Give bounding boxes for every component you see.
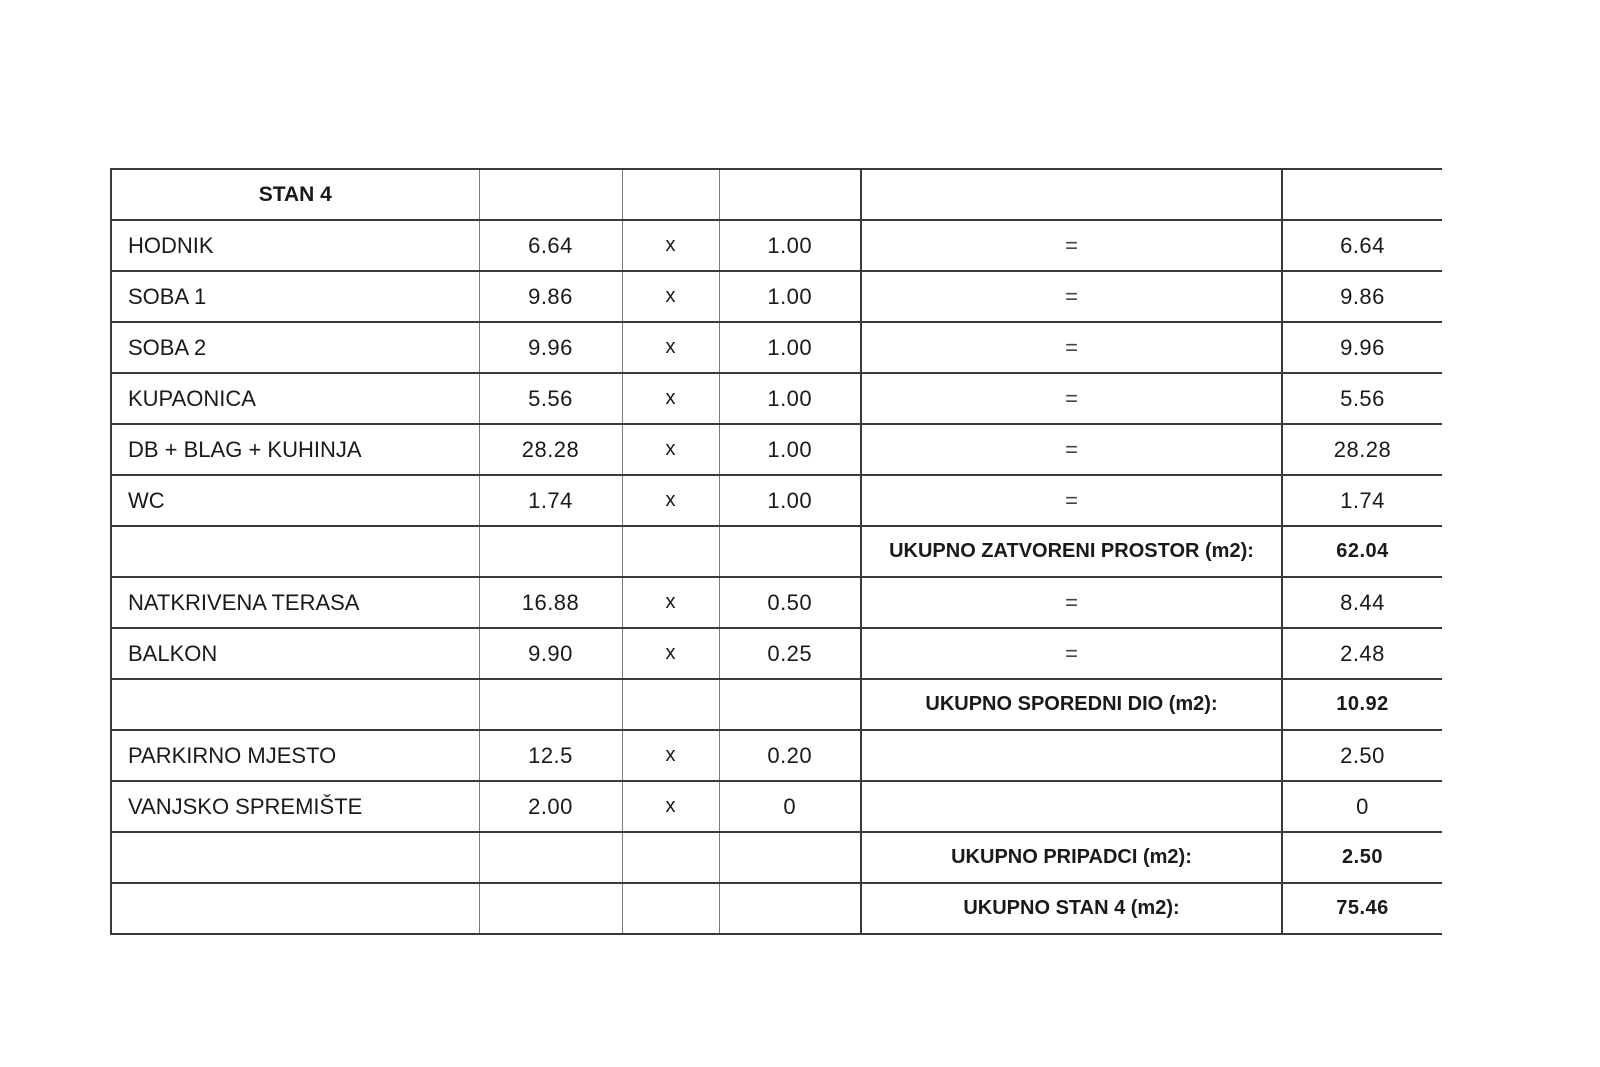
room-name-cell: DB + BLAG + KUHINJA bbox=[111, 424, 479, 475]
empty-cell bbox=[479, 679, 622, 730]
subtotal-row bbox=[111, 679, 1442, 730]
area-cell: 12.5 bbox=[479, 730, 622, 781]
subtotal-value: 75.46 bbox=[1282, 883, 1442, 934]
subtotal-value: 62.04 bbox=[1282, 526, 1442, 577]
multiply-sign-cell: x bbox=[622, 322, 719, 373]
subtotal-row bbox=[111, 832, 1442, 883]
coefficient-cell: 1.00 bbox=[719, 322, 861, 373]
coefficient-cell: 0.20 bbox=[719, 730, 861, 781]
empty-cell bbox=[719, 526, 861, 577]
table-row bbox=[111, 424, 1442, 475]
table-row bbox=[111, 475, 1442, 526]
table-row bbox=[111, 271, 1442, 322]
empty-cell bbox=[622, 169, 719, 220]
equals-sign-cell: = bbox=[861, 424, 1282, 475]
coefficient-cell: 0.50 bbox=[719, 577, 861, 628]
empty-cell bbox=[719, 169, 861, 220]
result-cell: 2.50 bbox=[1282, 730, 1442, 781]
result-cell: 5.56 bbox=[1282, 373, 1442, 424]
table-row bbox=[111, 730, 1442, 781]
subtotal-row bbox=[111, 883, 1442, 934]
empty-cell bbox=[622, 679, 719, 730]
area-cell: 9.96 bbox=[479, 322, 622, 373]
equals-sign-cell: = bbox=[861, 271, 1282, 322]
table-title: STAN 4 bbox=[111, 169, 479, 220]
empty-cell bbox=[622, 832, 719, 883]
coefficient-cell: 1.00 bbox=[719, 271, 861, 322]
multiply-sign-cell: x bbox=[622, 424, 719, 475]
area-calculation-table bbox=[110, 168, 1442, 935]
room-name-cell: SOBA 1 bbox=[111, 271, 479, 322]
area-cell: 16.88 bbox=[479, 577, 622, 628]
area-cell: 9.90 bbox=[479, 628, 622, 679]
empty-cell bbox=[479, 832, 622, 883]
empty-cell bbox=[479, 526, 622, 577]
equals-sign-cell bbox=[861, 730, 1282, 781]
equals-sign-cell: = bbox=[861, 322, 1282, 373]
result-cell: 8.44 bbox=[1282, 577, 1442, 628]
empty-cell bbox=[622, 526, 719, 577]
result-cell: 9.96 bbox=[1282, 322, 1442, 373]
subtotal-label: UKUPNO ZATVORENI PROSTOR (m2): bbox=[861, 526, 1282, 577]
coefficient-cell: 0.25 bbox=[719, 628, 861, 679]
equals-sign-cell: = bbox=[861, 475, 1282, 526]
subtotal-label: UKUPNO PRIPADCI (m2): bbox=[861, 832, 1282, 883]
empty-cell bbox=[111, 679, 479, 730]
coefficient-cell: 0 bbox=[719, 781, 861, 832]
coefficient-cell: 1.00 bbox=[719, 475, 861, 526]
multiply-sign-cell: x bbox=[622, 271, 719, 322]
area-cell: 5.56 bbox=[479, 373, 622, 424]
empty-cell bbox=[719, 883, 861, 934]
room-name-cell: VANJSKO SPREMIŠTE bbox=[111, 781, 479, 832]
table-header-row bbox=[111, 169, 1442, 220]
multiply-sign-cell: x bbox=[622, 781, 719, 832]
room-name-cell: KUPAONICA bbox=[111, 373, 479, 424]
room-name-cell: NATKRIVENA TERASA bbox=[111, 577, 479, 628]
empty-cell bbox=[479, 883, 622, 934]
table-row bbox=[111, 628, 1442, 679]
subtotal-value: 2.50 bbox=[1282, 832, 1442, 883]
table-row bbox=[111, 322, 1442, 373]
result-cell: 2.48 bbox=[1282, 628, 1442, 679]
room-name-cell: SOBA 2 bbox=[111, 322, 479, 373]
coefficient-cell: 1.00 bbox=[719, 373, 861, 424]
multiply-sign-cell: x bbox=[622, 577, 719, 628]
area-cell: 6.64 bbox=[479, 220, 622, 271]
empty-cell bbox=[111, 832, 479, 883]
room-name-cell: BALKON bbox=[111, 628, 479, 679]
multiply-sign-cell: x bbox=[622, 628, 719, 679]
area-cell: 9.86 bbox=[479, 271, 622, 322]
empty-cell bbox=[719, 832, 861, 883]
empty-cell bbox=[1282, 169, 1442, 220]
subtotal-value: 10.92 bbox=[1282, 679, 1442, 730]
equals-sign-cell: = bbox=[861, 373, 1282, 424]
multiply-sign-cell: x bbox=[622, 730, 719, 781]
multiply-sign-cell: x bbox=[622, 475, 719, 526]
result-cell: 9.86 bbox=[1282, 271, 1442, 322]
empty-cell bbox=[719, 679, 861, 730]
multiply-sign-cell: x bbox=[622, 373, 719, 424]
coefficient-cell: 1.00 bbox=[719, 424, 861, 475]
room-name-cell: HODNIK bbox=[111, 220, 479, 271]
empty-cell bbox=[861, 169, 1282, 220]
empty-cell bbox=[111, 526, 479, 577]
subtotal-row bbox=[111, 526, 1442, 577]
equals-sign-cell: = bbox=[861, 577, 1282, 628]
result-cell: 28.28 bbox=[1282, 424, 1442, 475]
empty-cell bbox=[111, 883, 479, 934]
area-cell: 2.00 bbox=[479, 781, 622, 832]
area-cell: 28.28 bbox=[479, 424, 622, 475]
subtotal-label: UKUPNO STAN 4 (m2): bbox=[861, 883, 1282, 934]
table-row bbox=[111, 373, 1442, 424]
empty-cell bbox=[622, 883, 719, 934]
result-cell: 6.64 bbox=[1282, 220, 1442, 271]
room-name-cell: PARKIRNO MJESTO bbox=[111, 730, 479, 781]
table-row bbox=[111, 220, 1442, 271]
equals-sign-cell bbox=[861, 781, 1282, 832]
subtotal-label: UKUPNO SPOREDNI DIO (m2): bbox=[861, 679, 1282, 730]
equals-sign-cell: = bbox=[861, 628, 1282, 679]
multiply-sign-cell: x bbox=[622, 220, 719, 271]
equals-sign-cell: = bbox=[861, 220, 1282, 271]
result-cell: 1.74 bbox=[1282, 475, 1442, 526]
result-cell: 0 bbox=[1282, 781, 1442, 832]
table-row bbox=[111, 577, 1442, 628]
room-name-cell: WC bbox=[111, 475, 479, 526]
empty-cell bbox=[479, 169, 622, 220]
area-cell: 1.74 bbox=[479, 475, 622, 526]
table-row bbox=[111, 781, 1442, 832]
coefficient-cell: 1.00 bbox=[719, 220, 861, 271]
